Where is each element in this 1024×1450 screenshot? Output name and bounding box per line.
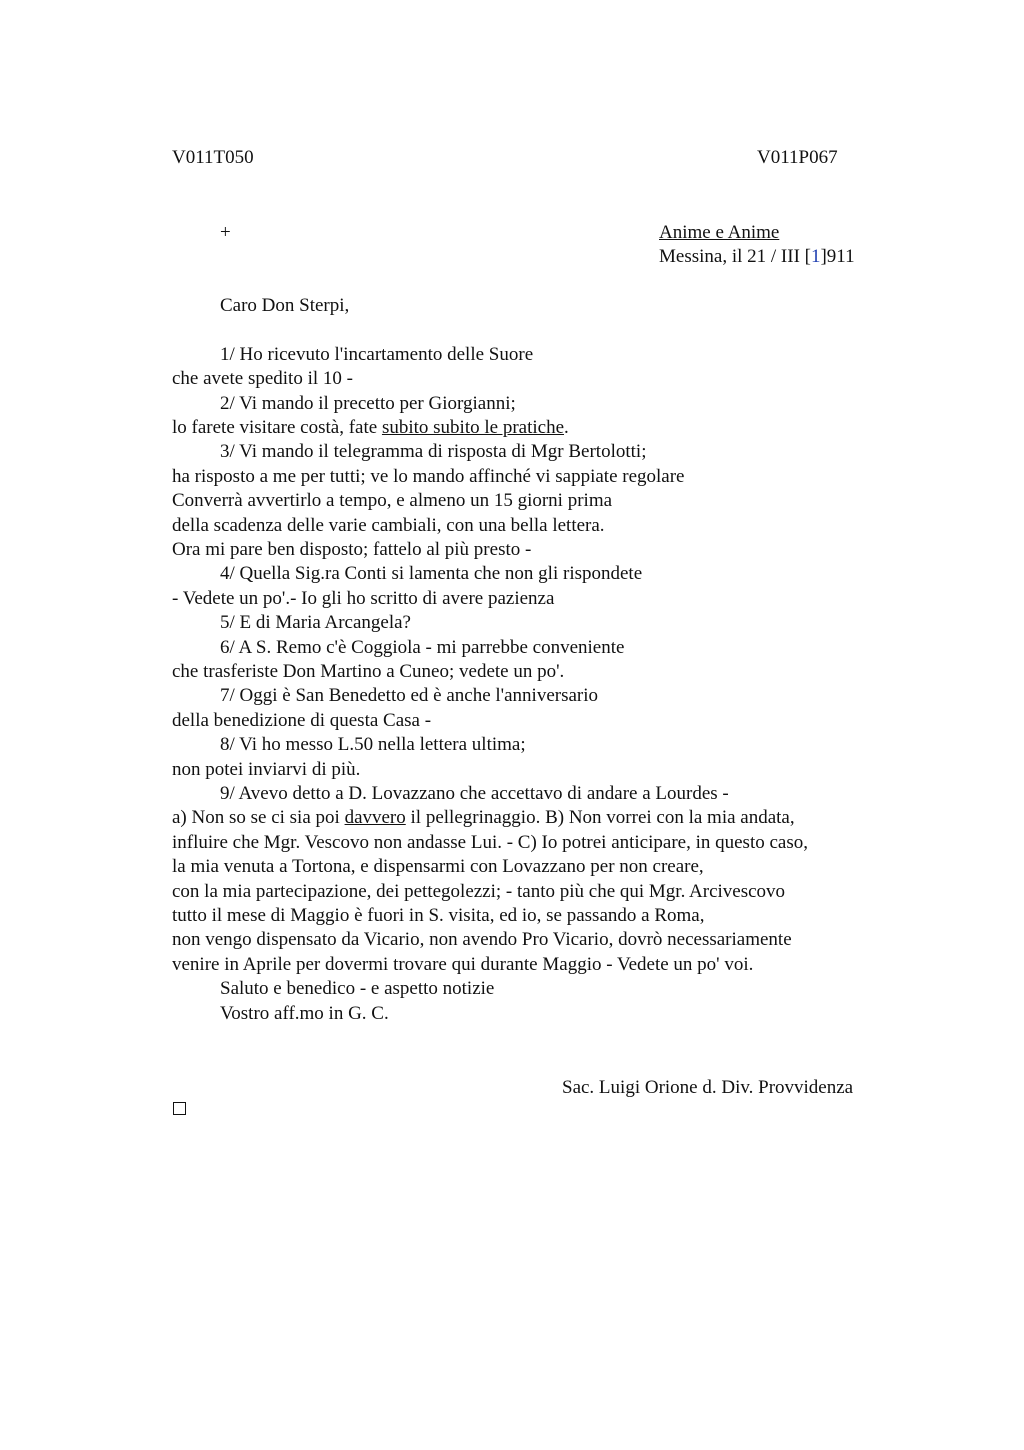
cross-mark: + (220, 222, 231, 243)
signature: Sac. Luigi Orione d. Div. Provvidenza (562, 1077, 854, 1098)
letter-line: non potei inviarvi di più. (172, 759, 361, 780)
letter-line: che avete spedito il 10 - (172, 368, 353, 389)
letter-line (172, 416, 569, 440)
salutation: Caro Don Sterpi, (220, 295, 350, 316)
date-prefix: Messina, il 21 / III [ (659, 246, 811, 267)
letter-line: che trasferiste Don Martino a Cuneo; vedete un po'. (172, 661, 565, 682)
letter-line: 2/ Vi mando il precetto per Giorgianni; (220, 393, 516, 414)
motto: Anime e Anime (659, 222, 780, 243)
date-line (659, 245, 855, 269)
letter-line: 1/ Ho ricevuto l'incartamento delle Suore (220, 344, 534, 365)
letter-line: 7/ Oggi è San Benedetto ed è anche l'anniversario (220, 685, 599, 706)
empty-box-icon (173, 1102, 186, 1115)
letter-line: 6/ A S. Remo c'è Coggiola - mi parrebbe conveniente (220, 637, 625, 658)
text-segment: . (564, 417, 569, 438)
text-segment: lo farete visitare costà, fate (172, 417, 382, 438)
letter-line (172, 806, 795, 830)
underlined-word: davvero (344, 807, 406, 828)
underlined-phrase: subito subito le pratiche (381, 417, 565, 438)
date-suffix: ]911 (820, 246, 855, 267)
letter-line: 4/ Quella Sig.ra Conti si lamenta che non gli rispondete (220, 563, 643, 584)
text-segment: il pellegrinaggio. B) Non vorrei con la mia andata, (405, 807, 795, 828)
letter-line: non vengo dispensato da Vicario, non avendo Pro Vicario, dovrò necessariamente (172, 929, 792, 950)
letter-line: la mia venuta a Tortona, e dispensarmi con Lovazzano per non creare, (172, 856, 704, 877)
letter-line: 5/ E di Maria Arcangela? (220, 612, 411, 633)
document-code-left: V011T050 (172, 147, 254, 168)
letter-line: della benedizione di questa Casa - (172, 710, 432, 731)
letter-line: con la mia partecipazione, dei pettegolezzi; - tanto più che qui Mgr. Arcivescovo (172, 881, 786, 902)
letter-line: 3/ Vi mando il telegramma di risposta di Mgr Bertolotti; (220, 441, 647, 462)
letter-line: tutto il mese di Maggio è fuori in S. visita, ed io, se passando a Roma, (172, 905, 705, 926)
letter-line: 8/ Vi ho messo L.50 nella lettera ultima; (220, 734, 526, 755)
letter-line: della scadenza delle varie cambiali, con una bella lettera. (172, 515, 605, 536)
letter-line: influire che Mgr. Vescovo non andasse Lui. - C) Io potrei anticipare, in questo caso, (172, 832, 808, 853)
document-code-right: V011P067 (757, 147, 838, 168)
letter-line: 9/ Avevo detto a D. Lovazzano che accettavo di andare a Lourdes - (220, 783, 729, 804)
closing-line: Vostro aff.mo in G. C. (220, 1003, 389, 1024)
closing-line: Saluto e benedico - e aspetto notizie (220, 978, 495, 999)
letter-line: ha risposto a me per tutti; ve lo mando affinché vi sappiate regolare (172, 466, 685, 487)
letter-line: - Vedete un po'.- Io gli ho scritto di avere pazienza (172, 588, 555, 609)
letter-line: venire in Aprile per dovermi trovare qui durante Maggio - Vedete un po' voi. (172, 954, 754, 975)
letter-line: Converrà avvertirlo a tempo, e almeno un 15 giorni prima (172, 490, 613, 511)
date-bracket-number: 1 (810, 246, 821, 267)
letter-line: Ora mi pare ben disposto; fattelo al più presto - (172, 539, 532, 560)
text-segment: a) Non so se ci sia poi (172, 807, 345, 828)
